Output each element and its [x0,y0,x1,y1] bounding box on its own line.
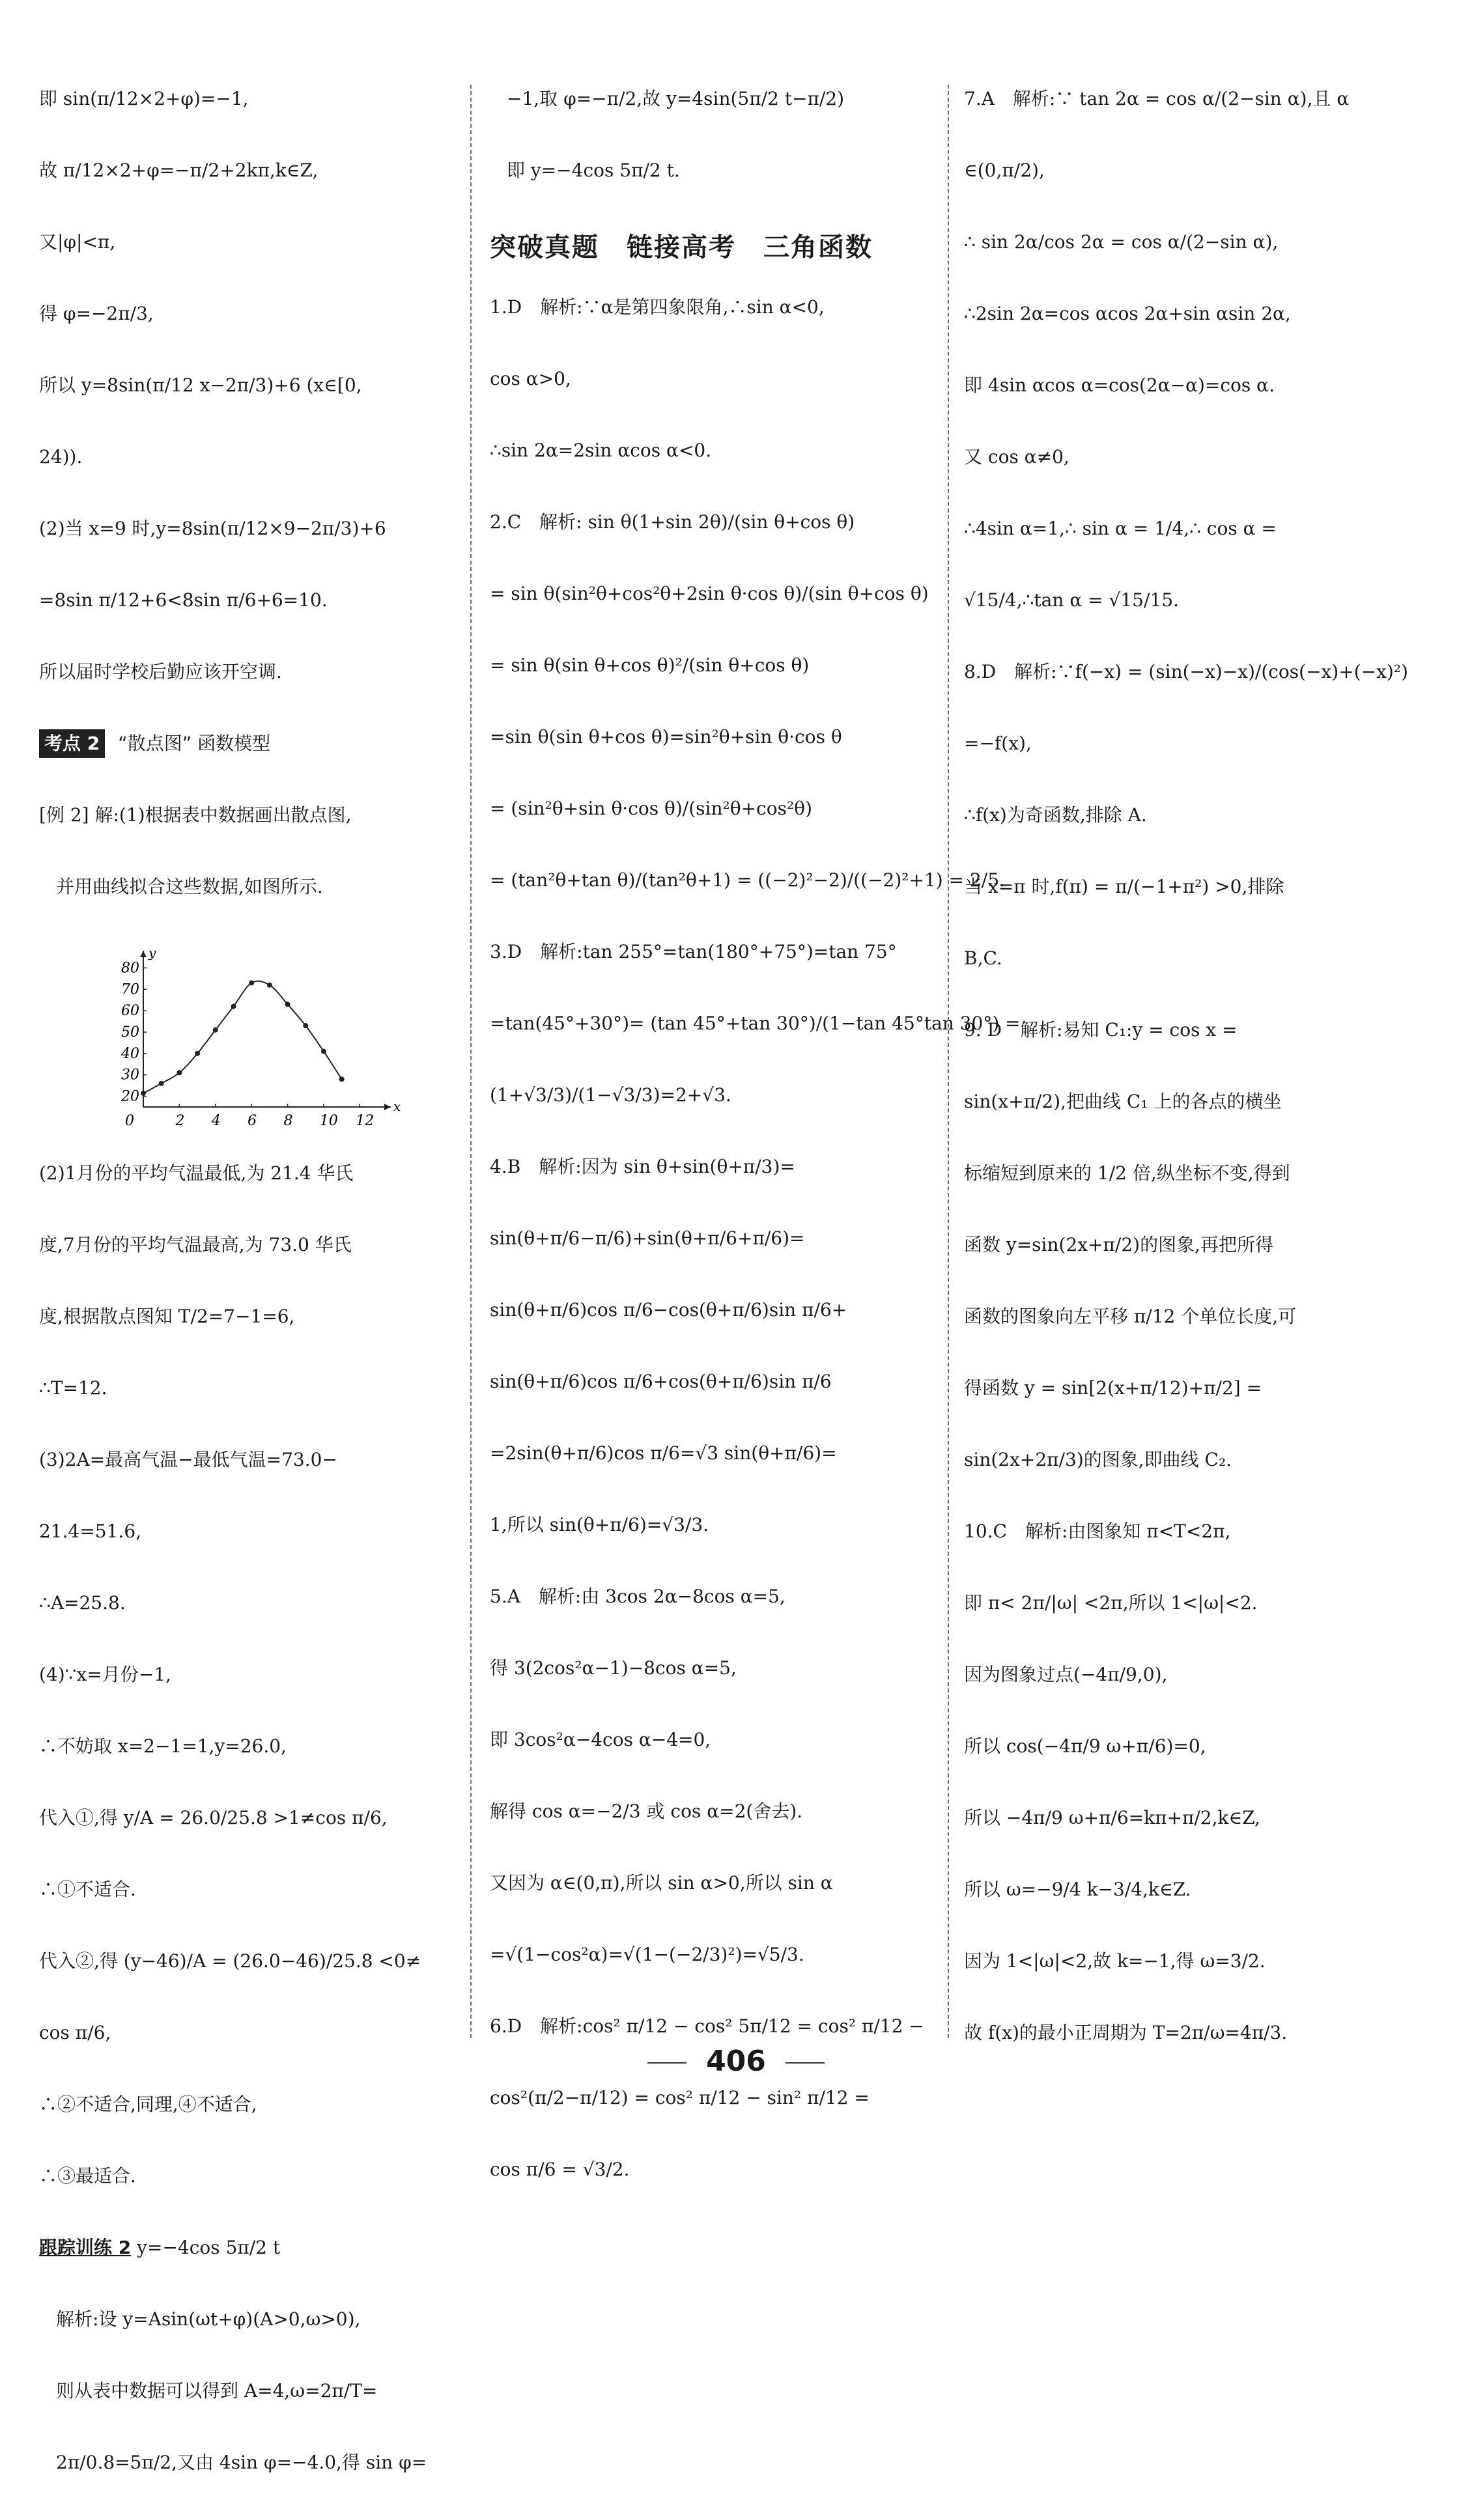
text-line: sin(2x+2π/3)的图象,即曲线 C₂. [964,1449,1232,1470]
data-point [213,1028,218,1033]
text-line: 6.D 解析:cos² π/12 − cos² 5π/12 = cos² π/12 − [490,2015,924,2037]
text-line: 10.C 解析:由图象知 π<T<2π, [964,1520,1231,1542]
example-line [39,801,456,830]
text-line: (2)当 x=9 时,y=8sin(π/12×9−2π/3)+6 [39,518,386,539]
text-line: cos²(π/2−π/12) = cos² π/12 − sin² π/12 = [490,2087,870,2108]
text-line: 解析:设 y=Asin(ωt+φ)(A>0,ω>0), [56,2308,361,2330]
section-title: 突破真题 链接高考 三角函数 [490,232,873,262]
text-line: 代入②,得 (y−46)/A = (26.0−46)/25.8 <0≠ [39,1950,421,1972]
text-line: 又|φ|<π, [39,231,116,253]
text-line: ∴②不适合,同理,④不适合, [39,2093,257,2115]
example-label: [例 2] [39,804,89,826]
y-tick-label: 60 [121,1003,139,1020]
text-line: =8sin π/12+6<8sin π/6+6=10. [39,589,328,611]
text-line: ∴①不适合. [39,1879,136,1900]
text-line: 即 y=−4cos 5π/2 t. [507,160,680,181]
y-tick-label: 50 [121,1024,139,1041]
data-point [249,980,254,985]
text-line: 7.A 解析:∵ tan 2α = cos α/(2−sin α),且 α [964,88,1350,109]
column-left [39,85,456,2520]
text-line: (3)2A=最高气温−最低气温=73.0− [39,1449,337,1470]
text-line: B,C. [964,947,1002,969]
text-line: 得函数 y = sin[2(x+π/12)+π/2] = [964,1377,1262,1399]
x-axis-arrow [384,1104,391,1110]
text-line: = (tan²θ+tan θ)/(tan²θ+1) = ((−2)²−2)/((−2)²+1) = 2/5. [490,869,1005,891]
text-line: 2π/0.8=5π/2,又由 4sin φ=−4.0,得 sin φ= [56,2452,427,2473]
text-line: ∴4sin α=1,∴ sin α = 1/4,∴ cos α = [964,518,1277,539]
text-line: 则从表中数据可以得到 A=4,ω=2π/T= [56,2380,378,2401]
text-line: =√(1−cos²α)=√(1−(−2/3)²)=√5/3. [490,1944,804,1965]
text-line: 4.B 解析:因为 sin θ+sin(θ+π/3)= [490,1156,795,1177]
x-axis-label: x [393,1099,401,1114]
text-line: 函数 y=sin(2x+π/2)的图象,再把所得 [964,1234,1274,1255]
x-tick-label: 12 [356,1113,375,1129]
kaodian-label: 考点 2 [39,729,105,758]
text-line: 得 3(2cos²α−1)−8cos α=5, [490,1657,737,1679]
text-line: ∴sin 2α=2sin αcos α<0. [490,440,712,461]
text-line: 并用曲线拟合这些数据,如图所示. [56,876,323,897]
scatter-chart-svg [117,944,401,1133]
chart-ticks [120,960,374,1129]
text-line: 即 π< 2π/|ω| <2π,所以 1<|ω|<2. [964,1592,1258,1614]
text-line: =sin θ(sin θ+cos θ)=sin²θ+sin θ·cos θ [490,726,842,748]
text-line: ∴A=25.8. [39,1592,126,1614]
text-line: cos α>0, [490,368,571,389]
text-line: 因为 1<|ω|<2,故 k=−1,得 ω=3/2. [964,1950,1266,1972]
text-line: 21.4=51.6, [39,1520,142,1542]
text-line: 所以 ω=−9/4 k−3/4,k∈Z. [964,1879,1191,1900]
data-point [141,1091,146,1096]
column-right [964,85,1433,2090]
text-line: 得 φ=−2π/3, [39,303,154,324]
text-line: ∈(0,π/2), [964,160,1045,181]
text-line: (4)∵x=月份−1, [39,1664,171,1685]
text-line: 当 x=π 时,f(π) = π/(−1+π²) >0,排除 [964,876,1284,897]
page-number-value: 406 [706,2045,766,2078]
data-point [231,1004,236,1009]
text-line: = (sin²θ+sin θ·cos θ)/(sin²θ+cos²θ) [490,798,812,819]
text-line: 5.A 解析:由 3cos 2α−8cos α=5, [490,1586,786,1607]
text-line: sin(θ+π/6)cos π/6−cos(θ+π/6)sin π/6+ [490,1299,847,1321]
text-line: =tan(45°+30°)= (tan 45°+tan 30°)/(1−tan 45°tan 30°) = [490,1013,1021,1034]
text-line: sin(θ+π/6−π/6)+sin(θ+π/6+π/6)= [490,1227,805,1249]
x-tick-label: 6 [248,1113,257,1129]
kaodian-title: “散点图” 函数模型 [118,733,271,754]
chart-axes [140,945,401,1114]
text-line: 即 4sin αcos α=cos(2α−α)=cos α. [964,374,1275,396]
x-tick-label: 0 [125,1113,134,1129]
page-number-dash [647,2062,686,2064]
text-line: ∴ sin 2α/cos 2α = cos α/(2−sin α), [964,231,1279,253]
text-line: 又因为 α∈(0,π),所以 sin α>0,所以 sin α [490,1872,833,1894]
x-tick-label: 8 [283,1113,293,1129]
text-line: =−f(x), [964,733,1032,754]
data-point [177,1070,182,1075]
tracking-heading [39,2233,456,2262]
text-line: 所以 −4π/9 ω+π/6=kπ+π/2,k∈Z, [964,1807,1261,1828]
fit-curve [143,981,342,1093]
text-line: = sin θ(sin²θ+cos²θ+2sin θ·cos θ)/(sin θ+cos θ) [490,583,929,604]
y-tick-label: 80 [121,960,139,977]
text-line: ∴③最适合. [39,2165,136,2187]
data-point [321,1049,326,1054]
scatter-chart [117,944,401,1133]
text-line: 2.C 解析: sin θ(1+sin 2θ)/(sin θ+cos θ) [490,511,855,533]
text-line: = sin θ(sin θ+cos θ)²/(sin θ+cos θ) [490,654,810,676]
x-tick-label: 10 [319,1113,338,1129]
data-point [267,983,272,988]
data-point [195,1051,200,1056]
y-axis-label: y [149,945,156,960]
x-tick-label: 4 [211,1113,221,1129]
text-line: 函数的图象向左平移 π/12 个单位长度,可 [964,1306,1297,1327]
text-line: 24)). [39,446,83,468]
y-tick-label: 40 [121,1045,139,1062]
text-line: 因为图象过点(−4π/9,0), [964,1664,1168,1685]
text-line: 所以 cos(−4π/9 ω+π/6)=0, [964,1735,1206,1757]
text-line: 故 π/12×2+φ=−π/2+2kπ,k∈Z, [39,160,318,181]
text-line: sin(x+π/2),把曲线 C₁ 上的各点的横坐 [964,1091,1282,1112]
text-line: 度,根据散点图知 T/2=7−1=6, [39,1306,295,1327]
text-line: √15/4,∴tan α = √15/15. [964,589,1179,611]
text-line: 所以 y=8sin(π/12 x−2π/3)+6 (x∈[0, [39,374,362,396]
data-point [285,1001,290,1007]
text-line: ∴不妨取 x=2−1=1,y=26.0, [39,1735,287,1757]
tracking-answer: y=−4cos 5π/2 t [137,2237,281,2258]
text-line: (1+√3/3)/(1−√3/3)=2+√3. [490,1084,731,1106]
text-line: 即 sin(π/12×2+φ)=−1, [39,88,249,109]
text-line: 9. D 解析:易知 C₁:y = cos x = [964,1019,1238,1041]
text-line: 3.D 解析:tan 255°=tan(180°+75°)=tan 75° [490,941,897,962]
text-line: 1.D 解析:∵α是第四象限角,∴sin α<0, [490,296,825,318]
column-divider [948,85,949,2038]
text-line: 标缩短到原来的 1/2 倍,纵坐标不变,得到 [964,1162,1290,1184]
text-line: 故 f(x)的最小正周期为 T=2π/ω=4π/3. [964,2022,1288,2043]
text-line: 8.D 解析:∵f(−x) = (sin(−x)−x)/(cos(−x)+(−x)²) [964,661,1408,682]
y-tick-label: 30 [121,1067,139,1084]
data-point [339,1076,345,1082]
text-line: ∴T=12. [39,1377,107,1399]
text-line: sin(θ+π/6)cos π/6+cos(θ+π/6)sin π/6 [490,1371,832,1392]
text-line: 即 3cos²α−4cos α−4=0, [490,1729,711,1750]
text-line: 所以届时学校后勤应该开空调. [39,661,282,682]
text-line: 解得 cos α=−2/3 或 cos α=2(舍去). [490,1800,803,1822]
text-line: cos π/6 = √3/2. [490,2159,630,2180]
text-line: −1,取 φ=−π/2,故 y=4sin(5π/2 t−π/2) [507,88,845,109]
kaodian-heading [39,729,456,758]
text-line: =2sin(θ+π/6)cos π/6=√3 sin(θ+π/6)= [490,1442,837,1464]
tracking-label: 跟踪训练 2 [39,2237,132,2258]
text-line: cos π/6, [39,2022,111,2043]
y-tick-label: 70 [121,981,139,998]
example-text: 解:(1)根据表中数据画出散点图, [94,804,352,826]
page-number-dash [786,2062,825,2064]
y-axis-arrow [140,951,147,957]
text-line: ∴f(x)为奇函数,排除 A. [964,804,1147,826]
text-line: ∴2sin 2α=cos αcos 2α+sin αsin 2α, [964,303,1291,324]
text-line: (2)1月份的平均气温最低,为 21.4 华氏 [39,1162,354,1184]
text-line: 1,所以 sin(θ+π/6)=√3/3. [490,1514,709,1535]
page-number [0,2045,1472,2078]
data-point [159,1081,164,1086]
y-tick-label: 20 [121,1088,139,1105]
x-tick-label: 2 [175,1113,185,1129]
text-line: 度,7月份的平均气温最高,为 73.0 华氏 [39,1234,352,1255]
text-line: 又 cos α≠0, [964,446,1069,468]
text-line: 代入①,得 y/A = 26.0/25.8 >1≠cos π/6, [39,1807,388,1828]
data-point [303,1023,308,1028]
column-divider [470,85,472,2038]
